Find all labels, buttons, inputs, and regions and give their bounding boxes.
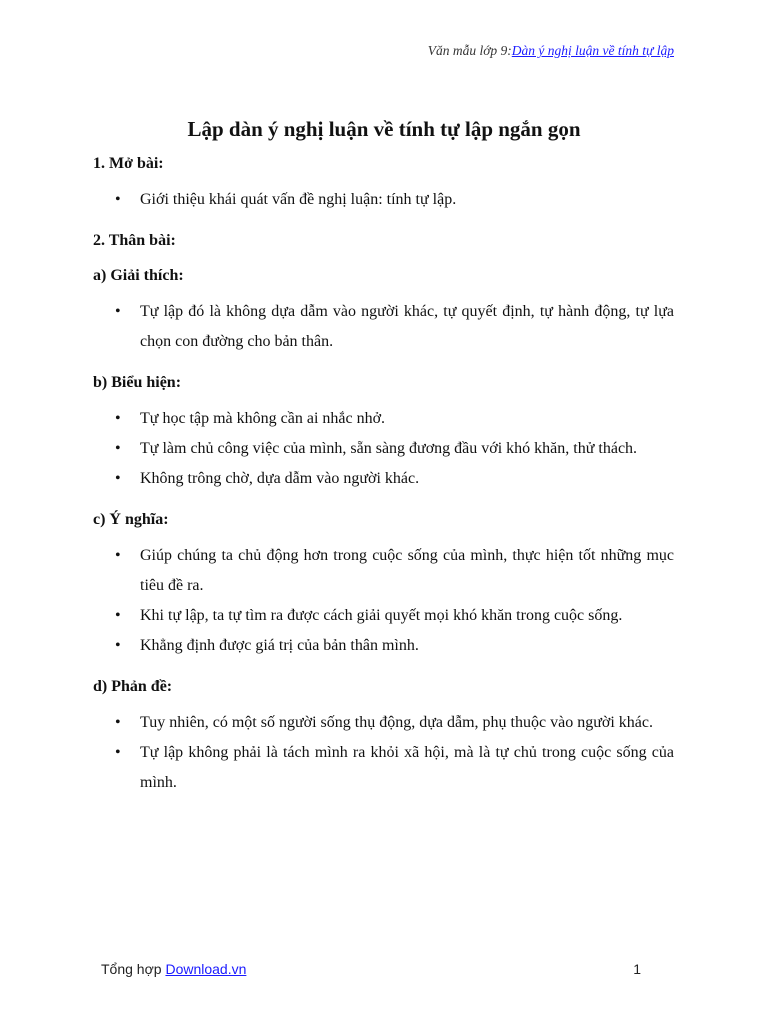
section-heading-giai-thich: a) Giải thích: (93, 267, 184, 284)
list-item: • Khẳng định được giá trị của bản thân mình. (93, 631, 674, 661)
list-item: • Không trông chờ, dựa dẫm vào người khác. (93, 464, 674, 494)
list-phan-de (93, 708, 674, 798)
header-link[interactable]: Dàn ý nghị luận về tính tự lập (511, 43, 674, 58)
section-heading-phan-de: d) Phản đề: (93, 678, 173, 695)
section-heading-bieu-hien: b) Biểu hiện: (93, 374, 182, 391)
page-header (428, 43, 674, 59)
document-body (93, 152, 674, 798)
footer-prefix: Tổng hợp (101, 961, 166, 977)
list-mo-bai (93, 185, 674, 215)
list-item: • Tự học tập mà không cần ai nhắc nhở. (93, 404, 674, 434)
section-heading-mo-bai: 1. Mở bài: (93, 155, 164, 172)
header-prefix: Văn mẫu lớp 9: (427, 43, 512, 58)
page-number: 1 (633, 961, 641, 977)
list-item: • Tự lập đó là không dựa dẫm vào người khác, tự quyết định, tự hành động, tự lựa chọn con đường cho bản thân. (93, 297, 674, 357)
list-item: • Tự lập không phải là tách mình ra khỏi xã hội, mà là tự chủ trong cuộc sống của mình. (93, 738, 674, 798)
page-footer (101, 961, 641, 977)
list-item: • Khi tự lập, ta tự tìm ra được cách giải quyết mọi khó khăn trong cuộc sống. (93, 601, 674, 631)
section-heading-than-bai: 2. Thân bài: (93, 232, 176, 249)
document-title: Lập dàn ý nghị luận về tính tự lập ngắn gọn (187, 117, 581, 141)
list-item: • Giới thiệu khái quát vấn đề nghị luận: tính tự lập. (93, 185, 674, 215)
list-item: • Tự làm chủ công việc của mình, sẵn sàng đương đầu với khó khăn, thử thách. (93, 434, 674, 464)
footer-link[interactable]: Download.vn (165, 961, 247, 977)
list-bieu-hien (93, 404, 674, 494)
section-heading-y-nghia: c) Ý nghĩa: (93, 511, 169, 528)
list-giai-thich (93, 297, 674, 357)
list-item: • Giúp chúng ta chủ động hơn trong cuộc sống của mình, thực hiện tốt những mục tiêu đề ra. (93, 541, 674, 601)
list-item: • Tuy nhiên, có một số người sống thụ động, dựa dẫm, phụ thuộc vào người khác. (93, 708, 674, 738)
list-y-nghia (93, 541, 674, 661)
